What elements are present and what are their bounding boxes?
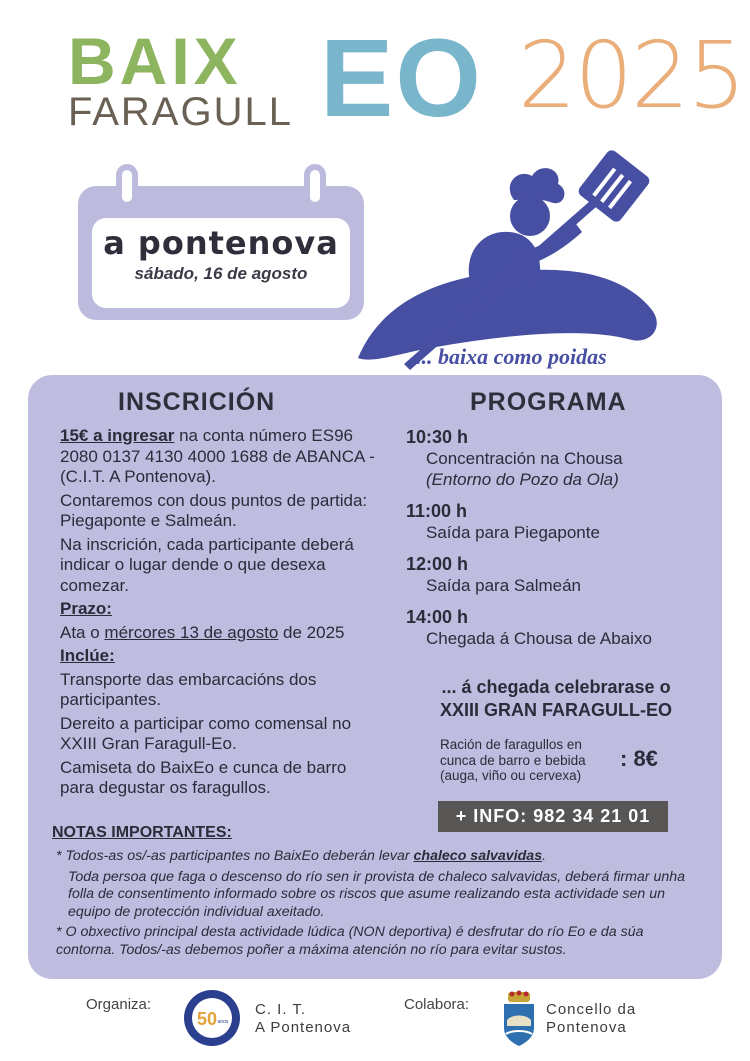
inclue-item: Dereito a participar como comensal no XXIII Gran Faragull-Eo. <box>60 713 352 753</box>
indicate-start: Na inscrición, cada participante deberá indicar o lugar dende o que desexa comezar. <box>60 534 354 595</box>
slot-time: 12:00 h <box>406 554 469 574</box>
programa-section <box>406 426 706 659</box>
prazo-date: mércores 13 de agosto <box>104 622 279 642</box>
amount: 15€ a ingresar <box>60 426 175 445</box>
note-1-body: Toda persoa que faga o descenso do río sen ir provista de chaleco salvavidas, deberá firmar unha folla de consentimento informado sobre os riscos que asume realizando esta actividade sen un equipo de protección individual axeitado. <box>68 868 686 920</box>
note-1-suffix: . <box>542 848 547 864</box>
slot-time: 11:00 h <box>406 501 468 521</box>
calendar-ring-right <box>304 164 326 208</box>
logo-eo: EO <box>320 17 483 140</box>
organizer-name <box>255 1001 351 1037</box>
note-1-emphasis: chaleco salvavidas <box>413 848 543 864</box>
account-text: na conta número ES96 2080 0137 4130 4000 1688 de ABANCA - (C.I.T. A Pontenova). <box>60 426 375 486</box>
logo-faragull: FARAGULL <box>68 90 293 134</box>
colabora-label: Colabora: <box>404 996 470 1013</box>
programa-slot <box>406 500 706 543</box>
concello-crest-icon <box>500 990 538 1048</box>
slot-desc: Saída para Salmeán <box>426 576 581 595</box>
slot-desc: Chegada á Chousa de Abaixo <box>426 629 652 648</box>
inscricion-heading: INSCRICIÓN <box>118 388 276 416</box>
event-date: sábado, 16 de agosto <box>134 264 308 283</box>
starting-points: Contaremos con dous puntos de partida: Piegaponte e Salmeán. <box>60 490 368 530</box>
programa-slot <box>406 426 706 490</box>
important-notes <box>56 848 706 963</box>
organizer-line-1: C. I. T. <box>255 1001 307 1018</box>
programa-slot <box>406 553 706 596</box>
celebration-line-1: ... á chegada celebrarase o <box>441 677 671 697</box>
payment-info <box>60 426 380 488</box>
concello-line-2: Pontenova <box>546 1019 627 1036</box>
prazo-prefix: Ata o <box>60 622 105 642</box>
info-phone-badge: + INFO: 982 34 21 01 <box>438 801 668 832</box>
programa-slot <box>406 606 706 649</box>
inscricion-section <box>60 426 380 802</box>
event-logo <box>0 0 750 140</box>
slot-time: 14:00 h <box>406 607 469 627</box>
kayaker-chef-icon <box>352 150 672 370</box>
prazo-text <box>60 623 380 644</box>
prazo-label: Prazo: <box>60 599 112 618</box>
inclue-label: Inclúe: <box>60 646 115 665</box>
organiza-label: Organiza: <box>86 996 152 1013</box>
calendar-icon <box>78 186 364 320</box>
inclue-item: Camiseta do BaixEo e cunca de barro para degustar os faragullos. <box>60 757 347 797</box>
celebration-text <box>406 676 706 722</box>
note-2: * O obxectivo principal desta actividade lúdica (NON deportiva) é desfrutar do río Eo e da súa contorna. Todos/-as debemos poñer a máxima atención no río para evitar sustos. <box>56 924 644 958</box>
notas-heading: NOTAS IMPORTANTES: <box>52 824 232 841</box>
calendar-card <box>92 218 350 308</box>
slot-desc: Saída para Piegaponte <box>426 523 600 542</box>
prazo-suffix: de 2025 <box>278 622 345 642</box>
ration-description: Ración de faragullos en cunca de barro e bebida (auga, viño ou cervexa) <box>440 737 586 783</box>
ration-price: : 8€ <box>620 746 658 771</box>
inclue-item: Transporte das embarcacións dos participantes. <box>60 669 317 709</box>
note-1 <box>56 848 706 866</box>
calendar-ring-left <box>116 164 138 208</box>
programa-heading: PROGRAMA <box>470 388 627 416</box>
event-slogan: ... baixa como poidas <box>416 344 607 369</box>
logo-baix: BAIX <box>68 24 242 98</box>
note-1-prefix: * Todos-as os/-as participantes no BaixEo deberán levar <box>56 848 414 864</box>
slot-note: (Entorno do Pozo da Ola) <box>426 470 619 489</box>
seal-number: 50 <box>196 1009 218 1029</box>
concello-name <box>546 1001 636 1037</box>
logo-year: 2025 <box>518 22 745 129</box>
cit-seal-logo <box>182 988 242 1048</box>
event-town: a pontenova <box>103 224 339 262</box>
organizer-line-2: A Pontenova <box>255 1019 352 1036</box>
celebration-line-2: XXIII GRAN FARAGULL-EO <box>439 700 672 720</box>
concello-line-1: Concello da <box>546 1001 637 1018</box>
svg-text:anos: anos <box>217 1019 229 1025</box>
slot-desc: Concentración na Chousa <box>426 449 623 468</box>
slot-time: 10:30 h <box>406 427 469 447</box>
